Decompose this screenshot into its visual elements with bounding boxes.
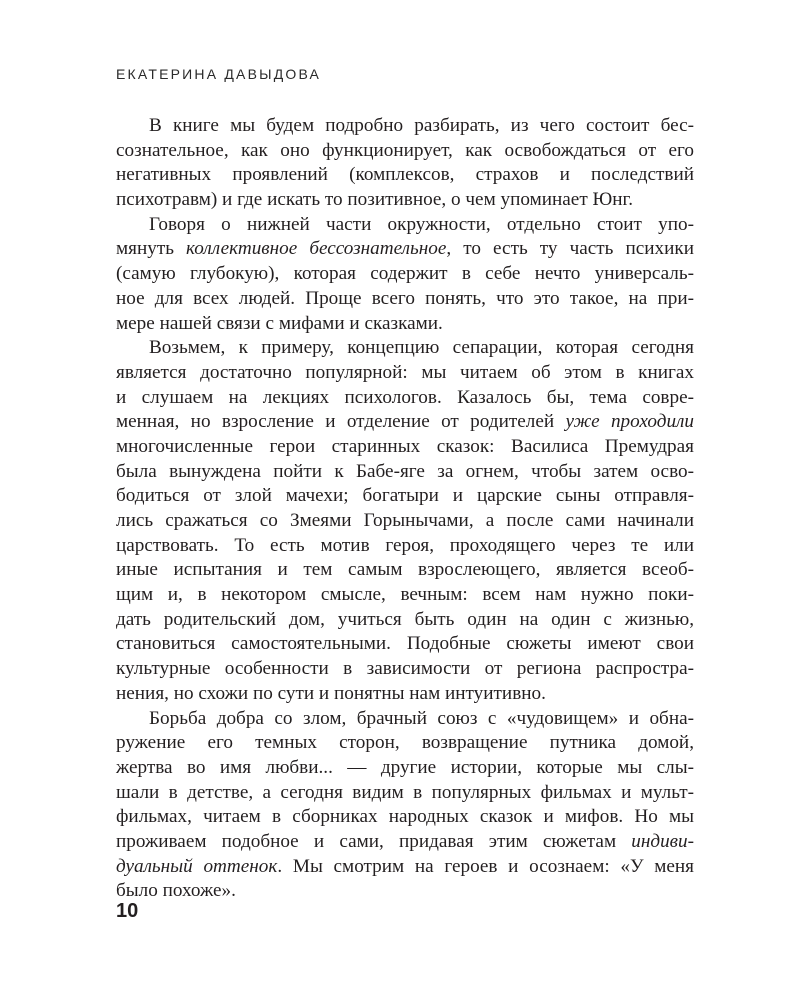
text-line: Возьмем, к примеру, концепцию сепарации, которая сегодня [149, 337, 694, 359]
paragraph [116, 707, 694, 905]
text-line: лись сражаться со Змеями Горынычами, а после сами начинали [116, 510, 694, 531]
text-line: ное для всех людей. Проще всего понять, что это такое, на при- [116, 287, 694, 309]
emphasis: коллективное бессознательное [186, 238, 447, 260]
emphasis: дуальный оттенок [116, 855, 278, 877]
running-head: ЕКАТЕРИНА ДАВЫДОВА [116, 66, 322, 82]
text-line: В книге мы будем подробно разбирать, из чего состоит бес- [149, 115, 694, 136]
paragraph [116, 114, 694, 213]
text-line: Борьба добра со злом, брачный союз с «чудовищем» и обна- [149, 707, 694, 729]
emphasis: уже проходили [565, 411, 694, 433]
text-line: дуальный оттенок. Мы смотрим на героев и осознаем: «У меня [116, 855, 694, 877]
paragraph [116, 213, 694, 336]
text-line: царствовать. То есть мотив героя, проходящего через те или [116, 534, 694, 556]
text-line: (самую глубокую), которая содержит в себе нечто универсаль- [116, 263, 694, 285]
text-line: Говоря о нижней части окружности, отдельно стоит упо- [149, 213, 694, 235]
text-line: иные испытания и тем самым взрослеющего, является всеоб- [116, 559, 694, 581]
page-number: 10 [116, 900, 139, 922]
text-line: является достаточно популярной: мы читаем об этом в книгах [116, 361, 694, 383]
text-line: было похоже». [116, 880, 236, 902]
text-line: мянуть коллективное бессознательное, то есть ту часть психики [116, 238, 694, 260]
text-line: жертва во имя любви... — другие истории, которые мы слы- [116, 756, 694, 778]
text-line: менная, но взросление и отделение от родителей уже проходили [116, 411, 694, 433]
text-line: дать родительский дом, учиться быть один на один с жизнью, [116, 608, 694, 630]
emphasis: индиви- [631, 830, 694, 852]
text-line: и слушаем на лекциях психологов. Казалось бы, тема совре- [116, 386, 694, 408]
text-line: проживаем подобное и сами, придавая этим сюжетам индиви- [116, 830, 694, 852]
text-line: была вынуждена пойти к Бабе-яге за огнем, чтобы затем осво- [116, 460, 694, 482]
text-line: ружение его темных сторон, возвращение путника домой, [116, 732, 694, 754]
text-line: фильмах, читаем в сборниках народных сказок и мифов. Но мы [116, 806, 694, 828]
body-text [116, 114, 694, 904]
text-line: сознательное, как оно функционирует, как освобождаться от его [116, 139, 694, 161]
text-line: культурные особенности в зависимости от региона распростра- [116, 658, 694, 680]
text-line: бодиться от злой мачехи; богатыри и царские сыны отправля- [116, 485, 694, 507]
text-line: мере нашей связи с мифами и сказками. [116, 312, 443, 334]
text-line: многочисленные герои старинных сказок: Василиса Премудрая [116, 435, 694, 457]
text-line: нения, но схожи по сути и понятны нам интуитивно. [116, 682, 546, 704]
text-line: щим и, в некотором смысле, вечным: всем нам нужно поки- [116, 584, 694, 606]
text-line: психотравм) и где искать то позитивное, о чем упоминает Юнг. [116, 189, 633, 211]
paragraph [116, 336, 694, 706]
text-line: негативных проявлений (комплексов, страхов и последствий [116, 164, 694, 186]
text-line: шали в детстве, а сегодня видим в популярных фильмах и мульт- [116, 781, 694, 803]
text-line: становиться самостоятельными. Подобные сюжеты имеют свои [116, 633, 694, 655]
